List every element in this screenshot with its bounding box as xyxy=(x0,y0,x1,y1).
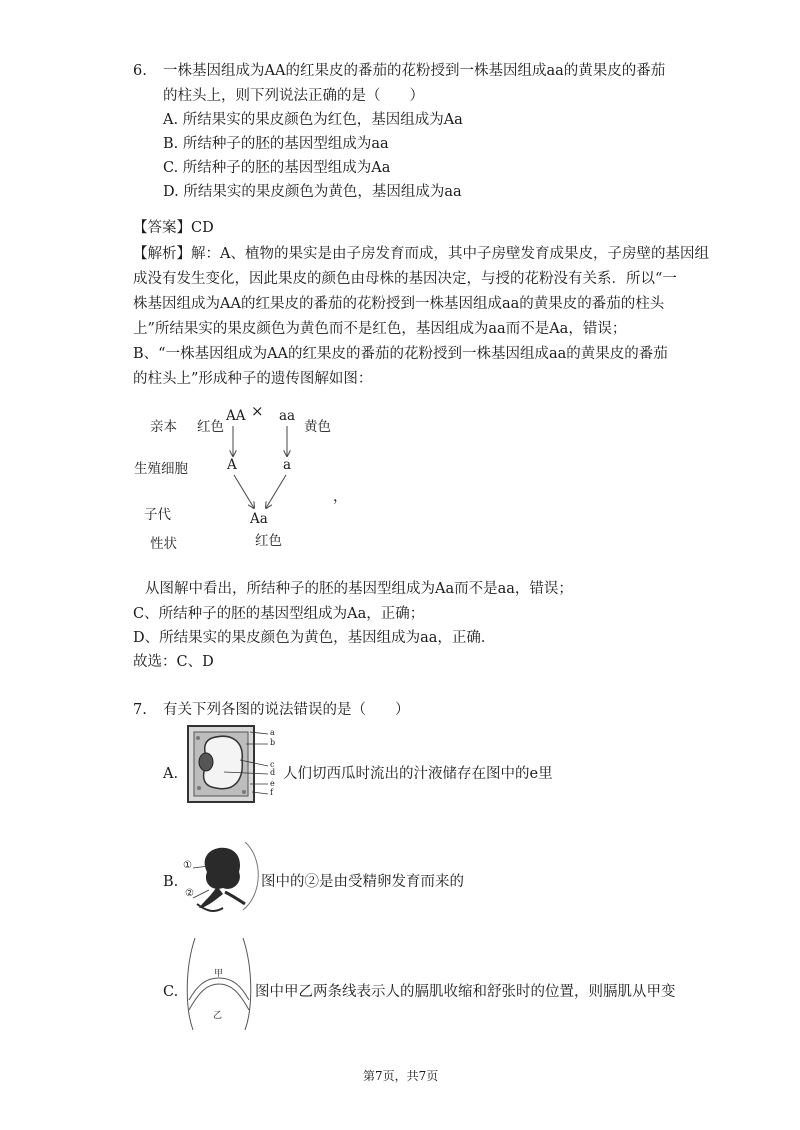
q6-option-c: C. 所结种子的胚的基因型组成为Aa xyxy=(163,160,391,176)
offspring-trait: 红色 xyxy=(255,533,282,549)
q6-after-line1: 从图解中看出，所结种子的胚的基因型组成为Aa而不是aa，错误； xyxy=(145,581,573,597)
q7-stem: 有关下列各图的说法错误的是（ ） xyxy=(163,702,410,718)
plant-cell-drawing xyxy=(184,722,284,806)
cross-arrows xyxy=(130,400,370,560)
page-footer: 第7页，共7页 xyxy=(363,1069,439,1083)
cross-symbol: × xyxy=(251,402,264,420)
q6-after-line3: D、所结果实的果皮颜色为黄色，基因组成为aa，正确． xyxy=(133,630,496,646)
q7-option-c-text: 图中甲乙两条线表示人的膈肌收缩和舒张时的位置，则膈肌从甲变 xyxy=(255,984,676,1000)
parent1-color-label: 红色 xyxy=(197,419,224,435)
q7-number: 7. xyxy=(133,702,147,718)
embryo-label-2: ② xyxy=(185,888,194,899)
q6-option-d: D. 所结果实的果皮颜色为黄色，基因组成为aa xyxy=(163,184,462,200)
diaphragm-label-yi: 乙 xyxy=(213,1011,223,1021)
q6-after-line2: C、所结种子的胚的基因型组成为Aa，正确； xyxy=(133,606,425,622)
q7-option-a-text: 人们切西瓜时流出的汁液储存在图中的e里 xyxy=(283,766,553,782)
q7-option-b-text: 图中的②是由受精卵发育而来的 xyxy=(261,874,464,890)
q7-option-c-label: C. xyxy=(163,984,179,1000)
row-label-offspring: 子代 xyxy=(144,507,171,523)
q6-analysis-line6: 的柱头上”形成种子的遗传图解如图： xyxy=(133,371,373,387)
q6-number: 6. xyxy=(133,63,147,79)
diagram-trailing-comma: ， xyxy=(333,489,348,505)
cell-label-c: c xyxy=(270,760,275,769)
cell-label-d: d xyxy=(270,768,276,777)
diaphragm-figure xyxy=(183,938,255,1032)
q6-stem-line1: 一株基因组成为AA的红果皮的番茄的花粉授到一株基因组成aa的黄果皮的番茄 xyxy=(163,63,666,79)
q7-option-a-label: A. xyxy=(163,766,179,782)
row-label-trait: 性状 xyxy=(150,536,177,552)
row-label-parent: 亲本 xyxy=(150,419,177,435)
q6-option-b: B. 所结种子的胚的基因型组成为aa xyxy=(163,136,389,152)
embryo-drawing xyxy=(183,838,263,918)
gamete-1: A xyxy=(227,457,237,473)
q6-answer: 【答案】CD xyxy=(133,220,214,236)
q6-analysis-line1: 【解析】解：A、植物的果实是由子房发育而成，其中子房壁发育成果皮，子房壁的基因组 xyxy=(133,246,709,262)
genetic-cross-diagram xyxy=(130,400,370,560)
q6-analysis-line3: 株基因组成为AA的红果皮的番茄的花粉授到一株基因组成aa的黄果皮的番茄的柱头 xyxy=(133,296,665,312)
q7-option-b-label: B. xyxy=(163,874,179,890)
diaphragm-label-jia: 甲 xyxy=(214,969,224,979)
arrow-gamete2-to-offspring xyxy=(266,475,286,508)
gamete-2: a xyxy=(283,457,292,473)
cell-label-b: b xyxy=(270,738,276,747)
arrow-gamete1-to-offspring xyxy=(234,475,254,508)
q6-stem-line2: 的柱头上，则下列说法正确的是（ ） xyxy=(163,88,424,104)
plant-cell-figure xyxy=(184,722,284,806)
embryo-label-1: ① xyxy=(183,860,192,871)
q6-after-line4: 故选：C、D xyxy=(133,654,214,670)
parent2-color-label: 黄色 xyxy=(304,419,331,435)
parent2-genotype: aa xyxy=(279,408,296,424)
q6-analysis-line4: 上”所结果实的果皮颜色为黄色而不是红色，基因组成为aa而不是Aa，错误； xyxy=(133,321,627,337)
q6-analysis-line5: B、“一株基因组成为AA的红果皮的番茄的花粉授到一株基因组成aa的黄果皮的番茄 xyxy=(133,346,668,362)
cell-label-e: e xyxy=(270,779,275,788)
cell-label-f: f xyxy=(270,788,273,797)
cell-label-a: a xyxy=(270,728,275,737)
embryo-figure xyxy=(183,838,263,918)
offspring-genotype: Aa xyxy=(250,511,268,527)
parent1-genotype: AA xyxy=(226,408,246,424)
q6-option-a: A. 所结果实的果皮颜色为红色，基因组成为Aa xyxy=(163,112,463,128)
q6-analysis-line2: 成没有发生变化，因此果皮的颜色由母株的基因决定，与授的花粉没有关系．所以“一 xyxy=(133,271,677,287)
row-label-gamete: 生殖细胞 xyxy=(134,461,188,477)
